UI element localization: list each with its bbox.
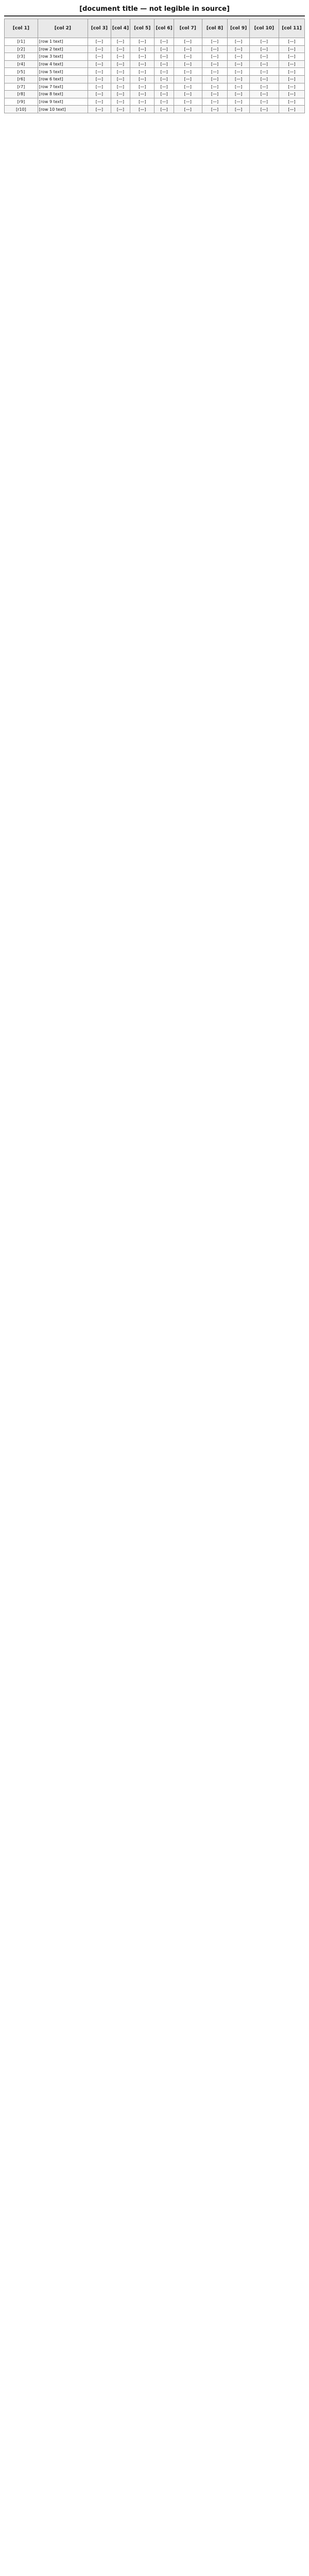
cell-total: [—] [279, 38, 305, 46]
header-score: [col 7] [174, 19, 202, 38]
cell-rank: [—] [249, 68, 279, 76]
cell-dept: [—] [88, 91, 111, 98]
cell-dept: [—] [88, 98, 111, 106]
header-p1: [col 5] [130, 19, 154, 38]
cell-rank: [—] [249, 83, 279, 91]
cell-rank: [—] [249, 106, 279, 113]
header-id: [col 1] [5, 19, 38, 38]
cell-total: [—] [279, 68, 305, 76]
cell-pass: [—] [228, 106, 249, 113]
table-row [5, 60, 305, 68]
cell-p1: [—] [130, 91, 154, 98]
cell-no: [—] [111, 98, 130, 106]
cell-p2: [—] [154, 98, 174, 106]
cell-p2: [—] [154, 60, 174, 68]
table-row [5, 75, 305, 83]
cell-grade: [—] [202, 83, 228, 91]
cell-dept: [—] [88, 53, 111, 61]
cell-no: [—] [111, 53, 130, 61]
cell-score: [—] [174, 98, 202, 106]
cell-id: [r9] [5, 98, 38, 106]
cell-score: [—] [174, 38, 202, 46]
cell-school: [row 4 text] [38, 60, 88, 68]
cell-id: [r8] [5, 91, 38, 98]
cell-grade: [—] [202, 68, 228, 76]
cell-school: [row 9 text] [38, 98, 88, 106]
cell-p2: [—] [154, 45, 174, 53]
cell-id: [r2] [5, 45, 38, 53]
cell-no: [—] [111, 91, 130, 98]
cell-grade: [—] [202, 106, 228, 113]
table-row [5, 106, 305, 113]
cell-rank: [—] [249, 98, 279, 106]
header-pass: [col 9] [228, 19, 249, 38]
page-title: [document title — not legible in source] [79, 5, 230, 13]
cell-grade: [—] [202, 91, 228, 98]
cell-dept: [—] [88, 45, 111, 53]
cell-school: [row 5 text] [38, 68, 88, 76]
cell-total: [—] [279, 75, 305, 83]
header-grade: [col 8] [202, 19, 228, 38]
cell-score: [—] [174, 53, 202, 61]
header-school: [col 2] [38, 19, 88, 38]
cell-p1: [—] [130, 98, 154, 106]
cell-school: [row 6 text] [38, 75, 88, 83]
table-row [5, 98, 305, 106]
cell-p1: [—] [130, 106, 154, 113]
cell-total: [—] [279, 53, 305, 61]
cell-p1: [—] [130, 53, 154, 61]
title-divider [4, 15, 305, 16]
cell-dept: [—] [88, 38, 111, 46]
cell-p2: [—] [154, 106, 174, 113]
cell-id: [r6] [5, 75, 38, 83]
cell-school: [row 1 text] [38, 38, 88, 46]
cell-grade: [—] [202, 53, 228, 61]
cell-pass: [—] [228, 91, 249, 98]
table-row [5, 91, 305, 98]
cell-rank: [—] [249, 38, 279, 46]
cell-id: [r3] [5, 53, 38, 61]
cell-dept: [—] [88, 68, 111, 76]
cell-total: [—] [279, 91, 305, 98]
cell-p2: [—] [154, 53, 174, 61]
cell-p1: [—] [130, 45, 154, 53]
cell-school: [row 10 text] [38, 106, 88, 113]
cell-p2: [—] [154, 68, 174, 76]
cell-pass: [—] [228, 60, 249, 68]
header-total: [col 11] [279, 19, 305, 38]
cell-dept: [—] [88, 83, 111, 91]
header-p2: [col 6] [154, 19, 174, 38]
cell-dept: [—] [88, 106, 111, 113]
cell-total: [—] [279, 60, 305, 68]
table-row [5, 38, 305, 46]
cell-p2: [—] [154, 75, 174, 83]
cell-school: [row 2 text] [38, 45, 88, 53]
cell-rank: [—] [249, 75, 279, 83]
cell-total: [—] [279, 98, 305, 106]
cell-pass: [—] [228, 53, 249, 61]
cell-score: [—] [174, 45, 202, 53]
cell-id: [r5] [5, 68, 38, 76]
cell-grade: [—] [202, 38, 228, 46]
table-row [5, 83, 305, 91]
cell-id: [r10] [5, 106, 38, 113]
cell-no: [—] [111, 83, 130, 91]
cell-school: [row 3 text] [38, 53, 88, 61]
header-dept: [col 3] [88, 19, 111, 38]
cell-id: [r4] [5, 60, 38, 68]
cell-pass: [—] [228, 98, 249, 106]
cell-p1: [—] [130, 38, 154, 46]
cell-p2: [—] [154, 38, 174, 46]
cell-rank: [—] [249, 45, 279, 53]
cell-pass: [—] [228, 38, 249, 46]
cell-total: [—] [279, 83, 305, 91]
cell-total: [—] [279, 106, 305, 113]
cell-score: [—] [174, 91, 202, 98]
cell-school: [row 8 text] [38, 91, 88, 98]
cell-id: [r7] [5, 83, 38, 91]
cell-p2: [—] [154, 83, 174, 91]
cell-grade: [—] [202, 45, 228, 53]
cell-grade: [—] [202, 98, 228, 106]
cell-no: [—] [111, 60, 130, 68]
header-no: [col 4] [111, 19, 130, 38]
cell-rank: [—] [249, 60, 279, 68]
cell-p1: [—] [130, 60, 154, 68]
cell-pass: [—] [228, 83, 249, 91]
cell-grade: [—] [202, 60, 228, 68]
cell-total: [—] [279, 45, 305, 53]
header-rank: [col 10] [249, 19, 279, 38]
cell-score: [—] [174, 83, 202, 91]
table-row [5, 68, 305, 76]
cell-id: [r1] [5, 38, 38, 46]
table-row [5, 53, 305, 61]
cell-no: [—] [111, 68, 130, 76]
cell-p1: [—] [130, 83, 154, 91]
cell-no: [—] [111, 106, 130, 113]
table-body [5, 38, 305, 113]
cell-grade: [—] [202, 75, 228, 83]
cell-rank: [—] [249, 91, 279, 98]
cell-dept: [—] [88, 60, 111, 68]
cell-pass: [—] [228, 45, 249, 53]
cell-pass: [—] [228, 75, 249, 83]
cell-no: [—] [111, 38, 130, 46]
cell-score: [—] [174, 75, 202, 83]
results-table [4, 19, 305, 113]
cell-rank: [—] [249, 53, 279, 61]
cell-no: [—] [111, 75, 130, 83]
cell-school: [row 7 text] [38, 83, 88, 91]
cell-dept: [—] [88, 75, 111, 83]
cell-score: [—] [174, 106, 202, 113]
cell-p2: [—] [154, 91, 174, 98]
table-header [5, 19, 305, 38]
cell-score: [—] [174, 60, 202, 68]
table-row [5, 45, 305, 53]
cell-pass: [—] [228, 68, 249, 76]
cell-p1: [—] [130, 68, 154, 76]
cell-no: [—] [111, 45, 130, 53]
cell-p1: [—] [130, 75, 154, 83]
cell-score: [—] [174, 68, 202, 76]
